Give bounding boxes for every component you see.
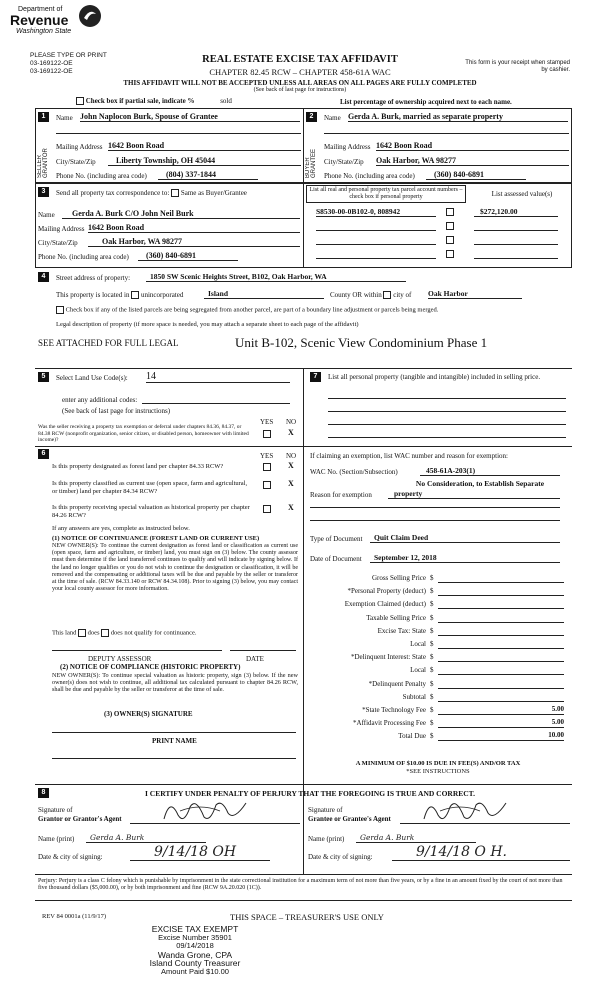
stamp-date: 09/14/2018 (176, 941, 214, 950)
city-checkbox[interactable] (383, 291, 391, 299)
land-use-field[interactable]: 14 (146, 371, 290, 383)
parcel-4-field[interactable] (316, 250, 436, 259)
county-or-row (330, 291, 411, 299)
additional-codes-label: enter any additional codes: (62, 396, 138, 404)
tax-row-label: Taxable Selling Price (366, 613, 426, 622)
tax-row-dollar: $ (430, 719, 434, 728)
tax-row-label: Excise Tax: State (377, 626, 426, 635)
buyer-mailing-field[interactable]: 1642 Boon Road (376, 141, 569, 151)
notice-1-title: (1) NOTICE OF CONTINUANCE (FOREST LAND OR CURRENT USE) (52, 535, 260, 542)
tax-row-value[interactable]: 5.00 (438, 705, 564, 715)
tax-row (304, 651, 572, 664)
county-or-label: County OR within (330, 291, 382, 299)
tax-row (304, 704, 572, 717)
corr-name-label: Name (38, 211, 55, 219)
seller-side-label: SELLER GRANTOR (37, 148, 49, 178)
tax-row-dollar: $ (430, 574, 434, 582)
city-field[interactable]: Oak Harbor (428, 289, 522, 299)
reason-label: Reason for exemption (310, 491, 372, 499)
tax-row-label: Local (410, 639, 426, 648)
assessed-3-field[interactable] (474, 236, 558, 245)
land-use-see-back: (See back of last page for instructions) (62, 407, 171, 415)
print-name-label: PRINT NAME (152, 737, 197, 745)
corr-city-label: City/State/Zip (38, 239, 78, 247)
tax-row-dollar: $ (430, 732, 434, 741)
tax-row-value[interactable] (438, 626, 564, 636)
see-instructions-note: *SEE INSTRUCTIONS (406, 768, 470, 775)
parcel-2-field[interactable] (316, 222, 436, 231)
tax-row-dollar: $ (430, 639, 434, 648)
reason-line-2[interactable]: property (388, 489, 560, 499)
section-6-number: 6 (38, 449, 49, 459)
form-title: REAL ESTATE EXCISE TAX AFFIDAVIT (202, 54, 398, 65)
legal-label: Legal description of property (if more space is needed, you may attach a separate sheet to each page of the affidavit) (56, 321, 359, 328)
does-qualify-checkbox[interactable] (78, 629, 86, 637)
minimum-note: A MINIMUM OF $10.00 IS DUE IN FEE(S) AND/OR TAX (355, 760, 521, 767)
corr-phone-field[interactable]: (360) 840-6891 (138, 251, 238, 261)
forest-no-mark[interactable]: X (288, 461, 294, 470)
corr-mailing-label: Mailing Address (38, 225, 85, 233)
grantor-signature-scribble-icon (160, 795, 250, 827)
logo-dept: Department of (18, 6, 63, 13)
buyer-name-label: Name (324, 114, 341, 122)
grantee-name-label: Name (print) (308, 835, 345, 843)
reason-line-4[interactable] (310, 520, 560, 521)
reason-line-1[interactable]: No Consideration, to Establish Separate (415, 479, 545, 488)
current-use-question: Is this property classified as current use (open space, farm and agricultural, or timber) land per chapter 84.34 RCW? (52, 480, 248, 495)
buyer-city-label: City/State/Zip (324, 158, 364, 166)
grantee-date-label: Date & city of signing: (308, 853, 373, 861)
exemption-question: Was the seller receiving a property tax exemption or deferral under chapters 84.36, 84.37, or 84.38 RCW (nonprofit organization, senior citizen, or disabled person, homeowner with limited income)? (38, 424, 249, 443)
doc-type-field[interactable]: Quit Claim Deed (370, 533, 560, 543)
grantor-date-field[interactable]: 9/14/18 OH (130, 844, 270, 861)
buyer-phone-field[interactable]: (360) 840-6891 (426, 170, 526, 180)
tax-row (304, 612, 572, 625)
parcels-header: List all real and personal property tax parcel account numbers – check box if personal property (306, 185, 466, 203)
personal-line-2[interactable] (328, 411, 566, 412)
legal-right-text[interactable]: Unit B-102, Scenic View Condominium Phase 1 (235, 335, 488, 350)
tax-row-dollar: $ (430, 600, 434, 609)
seller-mailing-field[interactable]: 1642 Boon Road (108, 141, 301, 151)
tax-row-dollar: $ (430, 692, 434, 701)
tax-row-label: *Delinquent Interest: State (350, 653, 426, 662)
grantee-sig-of: Signature of (308, 806, 343, 814)
sec6-yes-header: YES (260, 452, 274, 460)
land-use-yes-header: YES (260, 418, 274, 426)
exemption-no-mark[interactable]: X (288, 428, 294, 437)
seller-city-field[interactable]: Liberty Township, OH 45044 (108, 156, 301, 166)
owner-signature-label: (3) OWNER(S) SIGNATURE (104, 710, 193, 718)
seller-name-field[interactable]: John Naplocon Burk, Spouse of Grantee (80, 112, 300, 122)
tax-row (304, 730, 572, 743)
tax-row (304, 625, 572, 638)
parcel-3-personal-checkbox[interactable] (446, 236, 454, 244)
historic-no-mark[interactable]: X (288, 503, 294, 512)
forest-yes-checkbox[interactable] (263, 463, 271, 471)
tax-row-label: Local (410, 666, 426, 675)
grantor-name-field[interactable]: Gerda A. Burk (86, 833, 206, 843)
tax-row-value[interactable] (438, 573, 564, 583)
tax-row-value[interactable] (438, 586, 564, 596)
grantor-date-label: Date & city of signing: (38, 853, 103, 861)
sec6-no-header: NO (286, 452, 297, 460)
partial-sale-checkbox[interactable] (76, 97, 84, 105)
correspondence-label: Send all property tax correspondence to: (56, 189, 170, 197)
tax-row (304, 598, 572, 611)
tax-row-value[interactable] (438, 599, 564, 609)
personal-line-4[interactable] (328, 437, 566, 438)
grantee-signature-scribble-icon (420, 795, 510, 827)
correspondence-row (56, 189, 247, 197)
form-chapter: CHAPTER 82.45 RCW – CHAPTER 458-61A WAC (209, 67, 391, 77)
tax-row-label: Subtotal (402, 692, 426, 701)
tax-table (304, 572, 572, 743)
tax-row (304, 572, 572, 585)
city-of-label: city of (393, 291, 412, 299)
buyer-side-label: BUYER GRANTEE (305, 148, 317, 178)
buyer-phone-label: Phone No. (including area code) (324, 172, 415, 180)
seller-phone-label: Phone No. (including area code) (56, 172, 147, 180)
tax-row-dollar: $ (430, 653, 434, 662)
tax-row-value[interactable] (438, 639, 564, 649)
not-qualify-label: does not qualify for continuance. (110, 629, 197, 637)
tax-row-label: *Affidavit Processing Fee (353, 719, 426, 728)
seller-phone-field[interactable]: (804) 337-1844 (158, 170, 258, 180)
notice-1-text: NEW OWNER(S): To continue the current designation as forest land or classification as current use (open space, farm and agriculture, or timber) land, you must sign on (3) below. The county assessor must then determine if the land transferred continues to qualify and will indicate by signing below. If the land no longer qualifies or you do not wish to continue the designation or classification, it will be removed and the compensating or additional taxes will be due and payable by the seller or transferor at the time of sale. (RCW 84.33.140 or RCW 84.34.108). Prior to signing (3) below, you may contact your local county assessor for more information. (52, 543, 298, 593)
stamp-treasurer-name: Wanda Grone, CPA (157, 949, 233, 960)
located-label: This property is located in (56, 291, 130, 299)
current-use-yes-checkbox[interactable] (263, 481, 271, 489)
located-row (56, 291, 183, 299)
grantee-date-field[interactable]: 9/14/18 O H. (392, 844, 570, 861)
tax-row (304, 664, 572, 677)
wac-claim-label: If claiming an exemption, list WAC number and reason for exemption: (310, 452, 508, 460)
section-2-number: 2 (306, 112, 317, 122)
logo-swirl-icon (78, 4, 102, 28)
corr-mailing-field[interactable]: 1642 Boon Road (88, 223, 300, 233)
legal-left-text: SEE ATTACHED FOR FULL LEGAL (38, 338, 179, 348)
tax-row-dollar: $ (430, 613, 434, 622)
grantor-agent-label: Grantor or Grantor's Agent (38, 815, 122, 823)
assessed-2-field[interactable] (474, 222, 558, 231)
notice-2-text: NEW OWNER(S): To continue special valuation as historic property, sign (3) below. If the new owner(s) does not wish to continue, all additional tax calculated pursuant to chapter 84.26 RCW, shall be due and payable by the seller or transferor at the time of sale. (52, 672, 298, 694)
corr-city-field[interactable]: Oak Harbor, WA 98277 (88, 237, 300, 247)
tax-row-value[interactable] (438, 679, 564, 689)
stamp-treasurer-title: Island County Treasurer (149, 958, 241, 968)
buyer-city-field[interactable]: Oak Harbor, WA 98277 (376, 156, 569, 166)
personal-line-3[interactable] (328, 424, 566, 425)
ownership-note: List percentage of ownership acquired next to each name. (340, 98, 512, 106)
parcel-3-field[interactable] (316, 236, 436, 245)
section-7-number: 7 (310, 372, 321, 382)
unincorporated-checkbox[interactable] (131, 291, 139, 299)
notice-2-title: (2) NOTICE OF COMPLIANCE (HISTORIC PROPERTY) (60, 663, 241, 671)
revenue-logo (10, 4, 110, 42)
historic-question: Is this property receiving special valuation as historical property per chapter 84.26 RCW? (52, 504, 250, 519)
logo-state: Washington State (16, 28, 72, 35)
seller-city-label: City/State/Zip (56, 158, 96, 166)
tax-row-dollar: $ (430, 679, 434, 688)
warning-text: THIS AFFIDAVIT WILL NOT BE ACCEPTED UNLESS ALL AREAS ON ALL PAGES ARE FULLY COMPLETED (123, 79, 477, 87)
doc-type-label: Type of Document (310, 535, 363, 543)
land-use-no-header: NO (286, 418, 297, 426)
doc-date-field[interactable]: September 12, 2018 (370, 553, 560, 563)
sold-label: sold (220, 97, 232, 105)
same-as-buyer-label: Same as Buyer/Grantee (180, 189, 247, 197)
does-not-qualify-checkbox[interactable] (101, 629, 109, 637)
tax-row (304, 678, 572, 691)
tax-row-dollar: $ (430, 626, 434, 635)
partial-sale-label: Check box if partial sale, indicate % (85, 97, 195, 105)
tax-row-label: *Delinquent Penalty (368, 679, 426, 688)
certify-title: I CERTIFY UNDER PENALTY OF PERJURY THAT THE FOREGOING IS TRUE AND CORRECT. (144, 789, 475, 798)
segregated-row (56, 306, 438, 314)
parcel-2-personal-checkbox[interactable] (446, 222, 454, 230)
personal-line-1[interactable] (328, 398, 566, 399)
receipt-note: This form is your receipt when stamped by cashier. (465, 60, 570, 73)
owner-signature-line[interactable] (52, 732, 296, 733)
tax-row-dollar: $ (430, 587, 434, 596)
parcel-1-field[interactable]: S8530-00-0B102-0, 808942 (316, 207, 436, 217)
parcel-4-personal-checkbox[interactable] (446, 250, 454, 258)
grantor-sig-of: Signature of (38, 806, 73, 814)
personal-property-label: List all personal property (tangible and intangible) included in selling price. (328, 373, 541, 381)
tax-row-value[interactable] (438, 652, 564, 662)
this-land-label: This land (52, 629, 77, 637)
street-label: Street address of property: (56, 274, 131, 282)
additional-codes-field[interactable] (142, 395, 290, 404)
section-3-number: 3 (38, 187, 49, 197)
tax-row-label: *State Technology Fee (362, 705, 426, 714)
tax-row-value[interactable] (438, 665, 564, 675)
tax-row (304, 691, 572, 704)
tax-row (304, 638, 572, 651)
form-number-1: 03-169122-OE (30, 60, 73, 67)
tax-row-label: Gross Selling Price (371, 574, 426, 582)
seller-name-label: Name (56, 114, 73, 122)
tax-row-label: *Personal Property (deduct) (347, 587, 426, 596)
tax-row (304, 585, 572, 598)
historic-yes-checkbox[interactable] (263, 505, 271, 513)
parcel-1-personal-checkbox[interactable] (446, 208, 454, 216)
grantee-agent-label: Grantee or Grantee's Agent (308, 815, 391, 823)
deputy-date-label: DATE (246, 655, 264, 663)
section-8-number: 8 (38, 788, 49, 798)
print-name-line[interactable] (52, 758, 296, 759)
tax-row-dollar: $ (430, 666, 434, 675)
buyer-mailing-label: Mailing Address (324, 143, 371, 151)
wac-no-label: WAC No. (Section/Subsection) (310, 468, 398, 476)
tax-row-label: Exemption Claimed (deduct) (344, 600, 426, 609)
land-use-label: Select Land Use Code(s): (56, 374, 128, 382)
grantee-name-field[interactable]: Gerda A. Burk (356, 833, 476, 843)
rev-number: REV 84 0001a (11/9/17) (42, 913, 107, 920)
tax-row-dollar: $ (430, 705, 434, 714)
stamp-exempt: EXCISE TAX EXEMPT (151, 924, 239, 934)
deputy-date-line[interactable] (230, 650, 296, 651)
grantor-name-label: Name (print) (38, 835, 75, 843)
segregated-label: Check box if any of the listed parcels are being segregated from another parcel, are part of a boundary line adjustment or parcels being merged. (65, 306, 439, 314)
doc-date-label: Date of Document (310, 555, 362, 563)
treasurer-space-label: THIS SPACE – TREASURER'S USE ONLY (230, 912, 384, 922)
exemption-yes-checkbox[interactable] (263, 430, 271, 438)
tax-row-value[interactable] (438, 692, 564, 702)
tax-row (304, 717, 572, 730)
does-label: does (87, 629, 100, 637)
print-note: PLEASE TYPE OR PRINT (30, 52, 107, 59)
seller-mailing-label: Mailing Address (56, 143, 103, 151)
stamp-excise-number: Excise Number 35901 (158, 932, 232, 942)
section-1-number: 1 (38, 112, 49, 122)
unincorporated-label: unincorporated (140, 291, 184, 299)
tax-row-label: Total Due (398, 732, 426, 741)
assessed-header: List assessed value(s) (491, 190, 553, 198)
reason-line-3[interactable] (310, 507, 560, 508)
same-as-buyer-checkbox[interactable] (171, 189, 179, 197)
tax-row-value[interactable]: 10.00 (438, 731, 564, 741)
corr-phone-label: Phone No. (including area code) (38, 253, 129, 261)
tax-row-value[interactable]: 5.00 (438, 718, 564, 728)
logo-name: Revenue (10, 12, 69, 28)
street-field[interactable]: 1850 SW Scenic Heights Street, B102, Oak Harbor, WA (146, 272, 406, 282)
assessed-1-field[interactable]: $272,120.00 (474, 207, 558, 217)
form-number-2: 03-169122-OE (30, 68, 73, 75)
corr-name-field[interactable]: Gerda A. Burk C/O John Neil Burk (62, 209, 300, 219)
current-use-no-mark[interactable]: X (288, 479, 294, 488)
deputy-label: DEPUTY ASSESSOR (88, 655, 152, 663)
segregated-checkbox[interactable] (56, 306, 64, 314)
if-yes-note: If any answers are yes, complete as instructed below. (52, 525, 190, 532)
section-5-number: 5 (38, 372, 49, 382)
treasurer-stamp (130, 925, 260, 976)
this-land-row (52, 629, 197, 637)
stamp-amount-paid: Amount Paid $10.00 (161, 966, 229, 976)
see-back-note: (See back of last page for instructions) (253, 87, 347, 93)
buyer-name-field[interactable]: Gerda A. Burk, married as separate property (348, 112, 568, 122)
deputy-signature-line[interactable] (52, 650, 222, 651)
perjury-text: Perjury: Perjury is a class C felony which is punishable by imprisonment in the state correctional institution for a maximum term of not more than five years, or by a fine in an amount fixed by the court of not more than five thousand dollars ($5,000.00), or by both imprisonment and fine (RCW 9A.20.020 (1C)). (38, 878, 563, 892)
assessed-4-field[interactable] (474, 250, 558, 259)
section-4-number: 4 (38, 272, 49, 282)
tax-row-value[interactable] (438, 613, 564, 623)
forest-question: Is this property designated as forest land per chapter 84.33 RCW? (52, 463, 224, 470)
wac-no-field[interactable]: 458-61A-203(1) (420, 466, 560, 476)
county-field[interactable]: Island (204, 289, 324, 299)
partial-sale-row (76, 97, 232, 105)
